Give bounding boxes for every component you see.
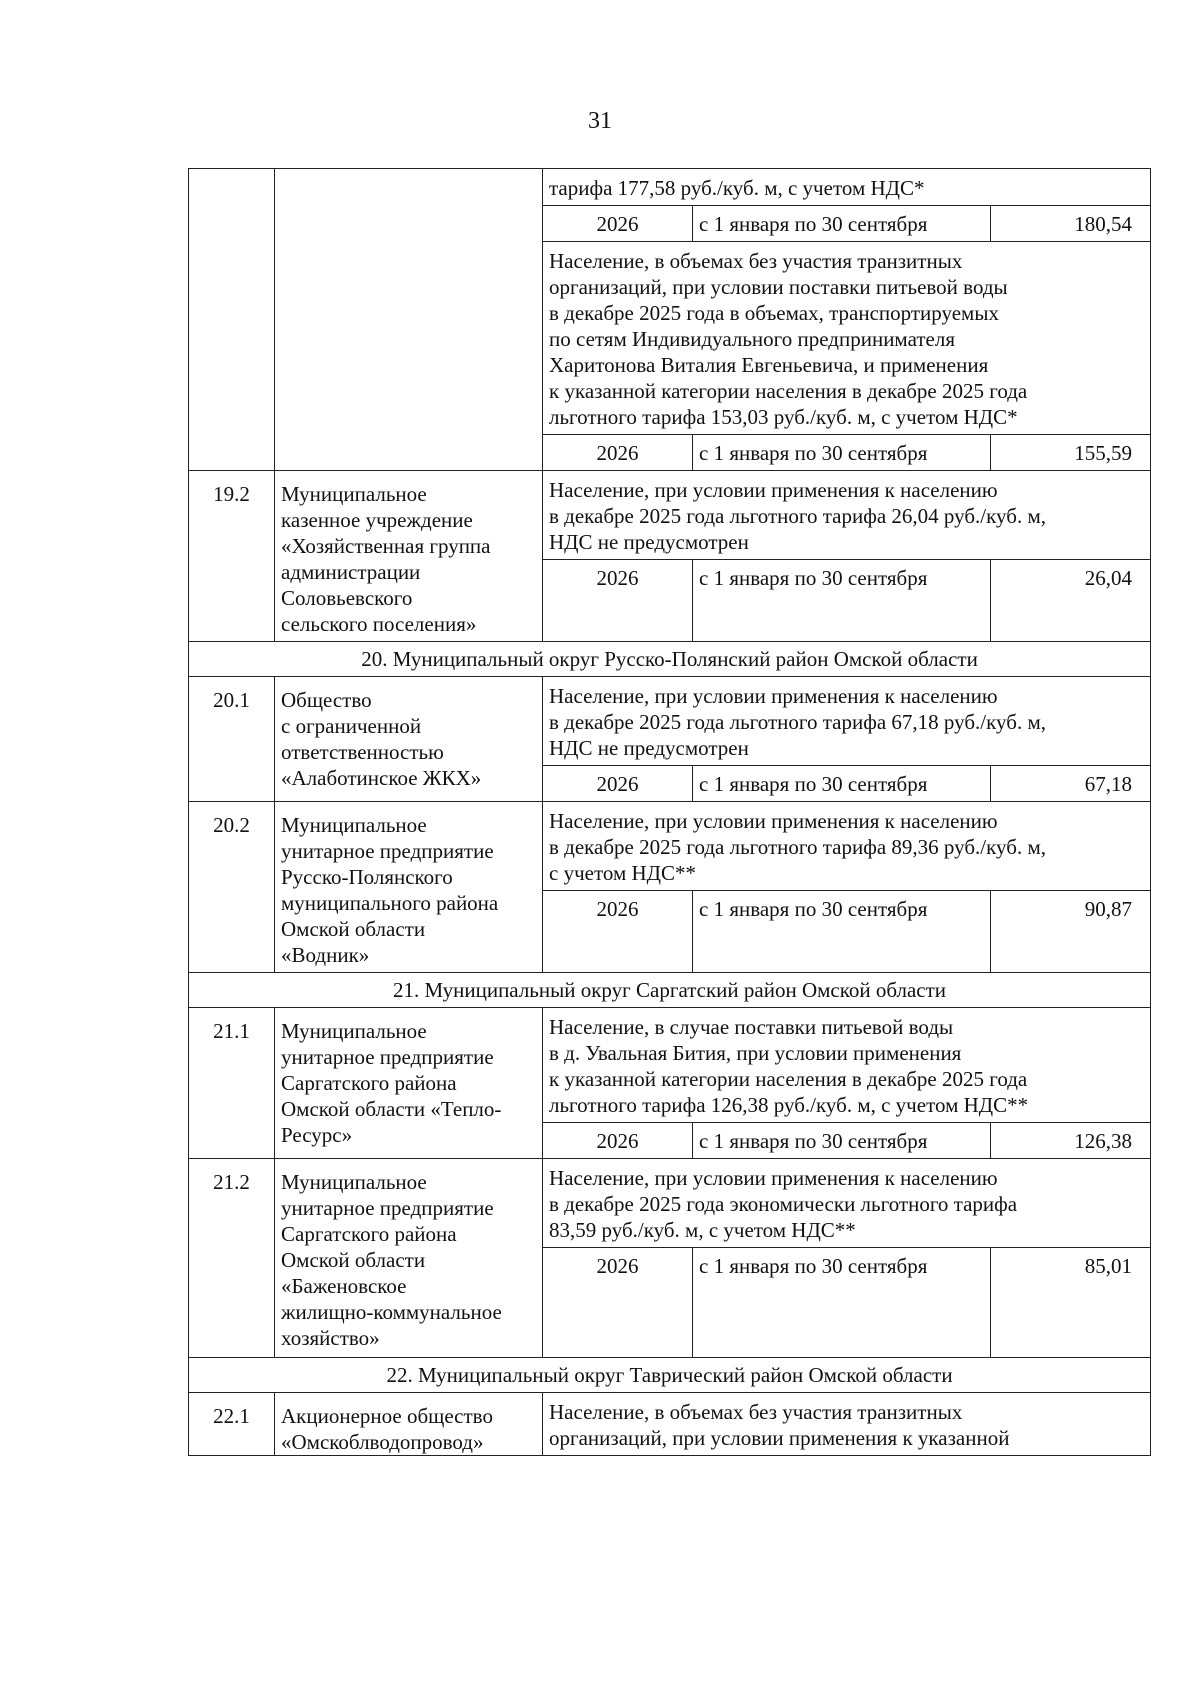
organization-name: Муниципальное унитарное предприятие Саргатского района Омской области «Баженовское жилищно-коммунальное хозяйство» <box>275 1159 543 1358</box>
tariff-period: с 1 января по 30 сентября <box>693 1123 991 1159</box>
tariff-value: 67,18 <box>991 766 1151 802</box>
tariff-value: 90,87 <box>991 891 1151 973</box>
organization-name: Муниципальное казенное учреждение «Хозяйственная группа администрации Соловьевского сельского поселения» <box>275 471 543 642</box>
row-number: 22.1 <box>189 1393 275 1456</box>
category-description: Население, при условии применения к населению в декабре 2025 года экономически льготного тарифа 83,59 руб./куб. м, с учетом НДС** <box>543 1159 1151 1248</box>
tariff-value: 26,04 <box>991 560 1151 642</box>
organization-name: Акционерное общество «Омскоблводопровод» <box>275 1393 543 1456</box>
category-description: Население, при условии применения к населению в декабре 2025 года льготного тарифа 89,36 руб./куб. м, с учетом НДС** <box>543 802 1151 891</box>
tariff-period: с 1 января по 30 сентября <box>693 891 991 973</box>
section-heading: 21. Муниципальный округ Саргатский район Омской области <box>189 973 1151 1008</box>
table-row <box>189 677 1151 766</box>
row-number: 21.2 <box>189 1159 275 1358</box>
tariff-year: 2026 <box>543 891 693 973</box>
row-number: 20.2 <box>189 802 275 973</box>
tariff-value: 180,54 <box>991 206 1151 242</box>
table-row <box>189 802 1151 891</box>
tariff-value: 85,01 <box>991 1248 1151 1358</box>
tariff-year: 2026 <box>543 1123 693 1159</box>
table-row <box>189 471 1151 560</box>
section-heading: 20. Муниципальный округ Русско-Полянский район Омской области <box>189 642 1151 677</box>
organization-name: Муниципальное унитарное предприятие Русско-Полянского муниципального района Омской области «Водник» <box>275 802 543 973</box>
section-row <box>189 1358 1151 1393</box>
page-number: 31 <box>588 108 612 134</box>
tariff-period: с 1 января по 30 сентября <box>693 560 991 642</box>
category-description: Население, в объемах без участия транзитных организаций, при условии поставки питьевой воды в декабре 2025 года в объемах, транспортируемых по сетям Индивидуального предпринимателя Харитонова Виталия Евгеньевича, и применения к указанной категории населения в декабре 2025 года льготного тарифа 153,03 руб./куб. м, с учетом НДС* <box>543 242 1151 435</box>
table-row <box>189 169 1151 206</box>
category-description: Население, в случае поставки питьевой воды в д. Увальная Бития, при условии применения к указанной категории населения в декабре 2025 года льготного тарифа 126,38 руб./куб. м, с учетом НДС** <box>543 1008 1151 1123</box>
tariff-table <box>188 168 1151 1456</box>
tariff-value: 155,59 <box>991 435 1151 471</box>
tariff-year: 2026 <box>543 206 693 242</box>
row-number: 21.1 <box>189 1008 275 1159</box>
category-description: Население, при условии применения к населению в декабре 2025 года льготного тарифа 67,18 руб./куб. м, НДС не предусмотрен <box>543 677 1151 766</box>
tariff-value: 126,38 <box>991 1123 1151 1159</box>
tariff-year: 2026 <box>543 766 693 802</box>
category-description: Население, при условии применения к населению в декабре 2025 года льготного тарифа 26,04 руб./куб. м, НДС не предусмотрен <box>543 471 1151 560</box>
section-row <box>189 973 1151 1008</box>
tariff-period: с 1 января по 30 сентября <box>693 1248 991 1358</box>
category-description: Население, в объемах без участия транзитных организаций, при условии применения к указанной <box>543 1393 1151 1456</box>
organization-cell <box>275 169 543 471</box>
table-row <box>189 1008 1151 1123</box>
tariff-year: 2026 <box>543 1248 693 1358</box>
section-row <box>189 642 1151 677</box>
table-row <box>189 1393 1151 1456</box>
organization-name: Муниципальное унитарное предприятие Саргатского района Омской области «Тепло- Ресурс» <box>275 1008 543 1159</box>
row-number: 19.2 <box>189 471 275 642</box>
section-heading: 22. Муниципальный округ Таврический район Омской области <box>189 1358 1151 1393</box>
tariff-year: 2026 <box>543 560 693 642</box>
row-number-cell <box>189 169 275 471</box>
tariff-period: с 1 января по 30 сентября <box>693 766 991 802</box>
organization-name: Общество с ограниченной ответственностью «Алаботинское ЖКХ» <box>275 677 543 802</box>
row-number: 20.1 <box>189 677 275 802</box>
table-row <box>189 1159 1151 1248</box>
tariff-period: с 1 января по 30 сентября <box>693 206 991 242</box>
category-description: тарифа 177,58 руб./куб. м, с учетом НДС* <box>543 169 1151 206</box>
tariff-year: 2026 <box>543 435 693 471</box>
tariff-period: с 1 января по 30 сентября <box>693 435 991 471</box>
